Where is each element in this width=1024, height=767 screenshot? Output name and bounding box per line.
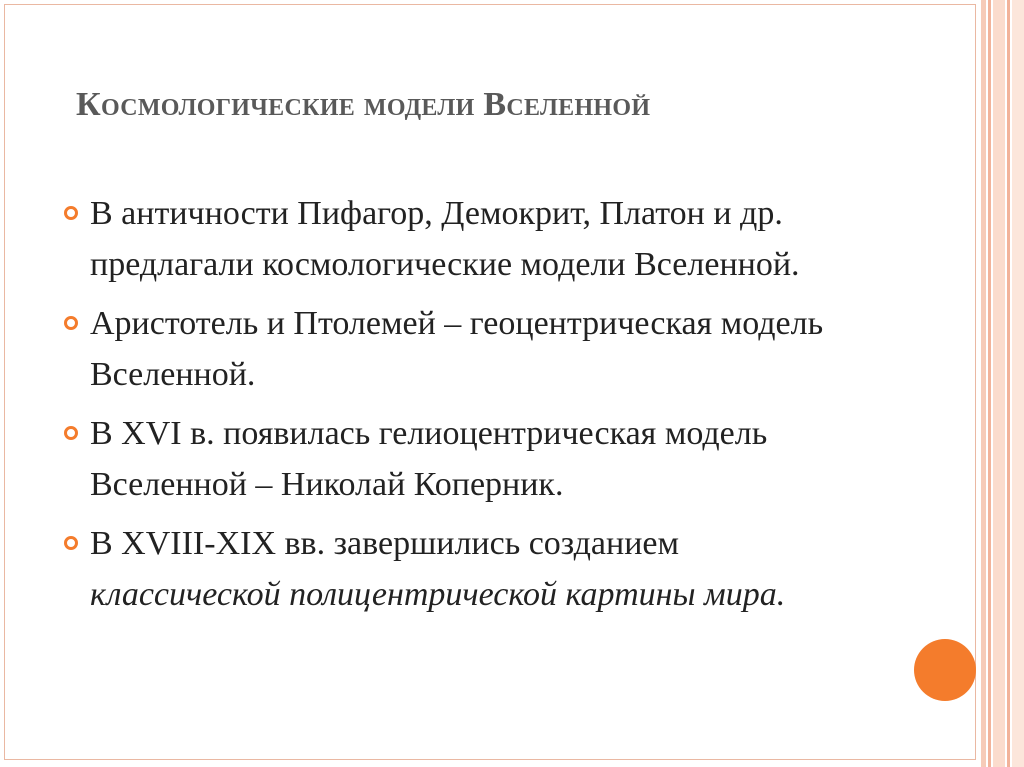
bullet-item <box>62 408 832 510</box>
bullet-italic-text: классической полицентрической картины мира. <box>90 576 786 613</box>
decorative-stripe <box>988 0 991 767</box>
bullet-list <box>62 188 832 628</box>
bullet-item <box>62 188 832 290</box>
ring-bullet-icon <box>64 316 78 330</box>
bullet-text: В XVIII-XIX вв. завершились созданием <box>90 525 680 562</box>
bullet-text: Аристотель и Птолемей – геоцентрическая модель Вселенной. <box>90 305 824 393</box>
bullet-text: В античности Пифагор, Демокрит, Платон и др. предлагали космологические модели Вселенной. <box>90 195 800 283</box>
slide-title: Космологические модели Вселенной <box>76 86 651 123</box>
decorative-stripe <box>1007 0 1010 767</box>
bullet-item <box>62 298 832 400</box>
bullet-text: В XVI в. появилась гелиоцентрическая модель Вселенной – Николай Коперник. <box>90 415 768 503</box>
decorative-orange-circle <box>914 639 976 701</box>
ring-bullet-icon <box>64 426 78 440</box>
ring-bullet-icon <box>64 206 78 220</box>
decorative-stripe <box>993 0 1005 767</box>
bullet-item <box>62 518 832 620</box>
ring-bullet-icon <box>64 536 78 550</box>
decorative-stripe <box>1012 0 1024 767</box>
decorative-stripe <box>981 0 986 767</box>
